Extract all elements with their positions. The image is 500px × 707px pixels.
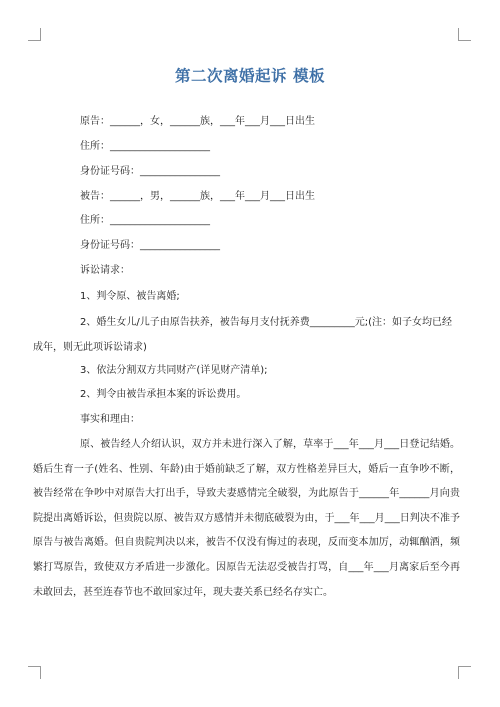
claim-3: 3、依法分割双方共同财产(详见财产清单);: [80, 365, 268, 376]
defendant-line: 被告：______，男，______族，___年___月___日出生: [80, 191, 315, 202]
defendant-id-line: 身份证号码：________________: [80, 240, 220, 251]
crop-mark-top-right: [458, 28, 471, 41]
claim-1: 1、判令原、被告离婚;: [80, 291, 180, 302]
facts-body: 原、被告经人介绍认识，双方并未进行深入了解，草率于___年___月___日登记结婚。婚后生育一子(姓名、性别、年龄)由于婚前缺乏了解，双方性格差异巨大，婚后一直争吵不断，被告经常在争吵中对原告大打出手，导致夫妻感情完全破裂，为此原告于______年______月向贵院提出离婚诉讼，但贵院以原、被告双方感情并未彻底破裂为由，于___年___月___日判决不准予原告与被告离婚。但自贵院判决以来，被告不仅没有悔过的表现，反而变本加厉，动辄酗酒，频繁打骂原告，致使双方矛盾进一步激化。因原告无法忍受被告打骂，自___年___月离家后至今再未敢回去，甚至连春节也不敢回家过年，现夫妻关系已经名存实亡。: [33, 439, 460, 598]
crop-mark-top-left: [28, 28, 41, 41]
crop-mark-bottom-left: [28, 666, 41, 679]
claims-heading: 诉讼请求：: [80, 265, 130, 276]
claim-2: 2、婚生女儿/儿子由原告扶养，被告每月支付抚养费_________元;(注：如子女均已经成年，则无此项诉讼请求): [33, 317, 453, 353]
plaintiff-address-line: 住所：____________________: [80, 141, 210, 152]
plaintiff-line: 原告：______，女，______族，___年___月___日出生: [80, 116, 315, 127]
crop-mark-bottom-right: [458, 666, 471, 679]
defendant-address-line: 住所：____________________: [80, 215, 210, 226]
plaintiff-id-line: 身份证号码：________________: [80, 166, 220, 177]
facts-heading: 事实和理由：: [80, 414, 140, 425]
claim-4: 2、判令由被告承担本案的诉讼费用。: [80, 389, 247, 400]
document-title: 第二次离婚起诉 模板: [175, 67, 325, 85]
